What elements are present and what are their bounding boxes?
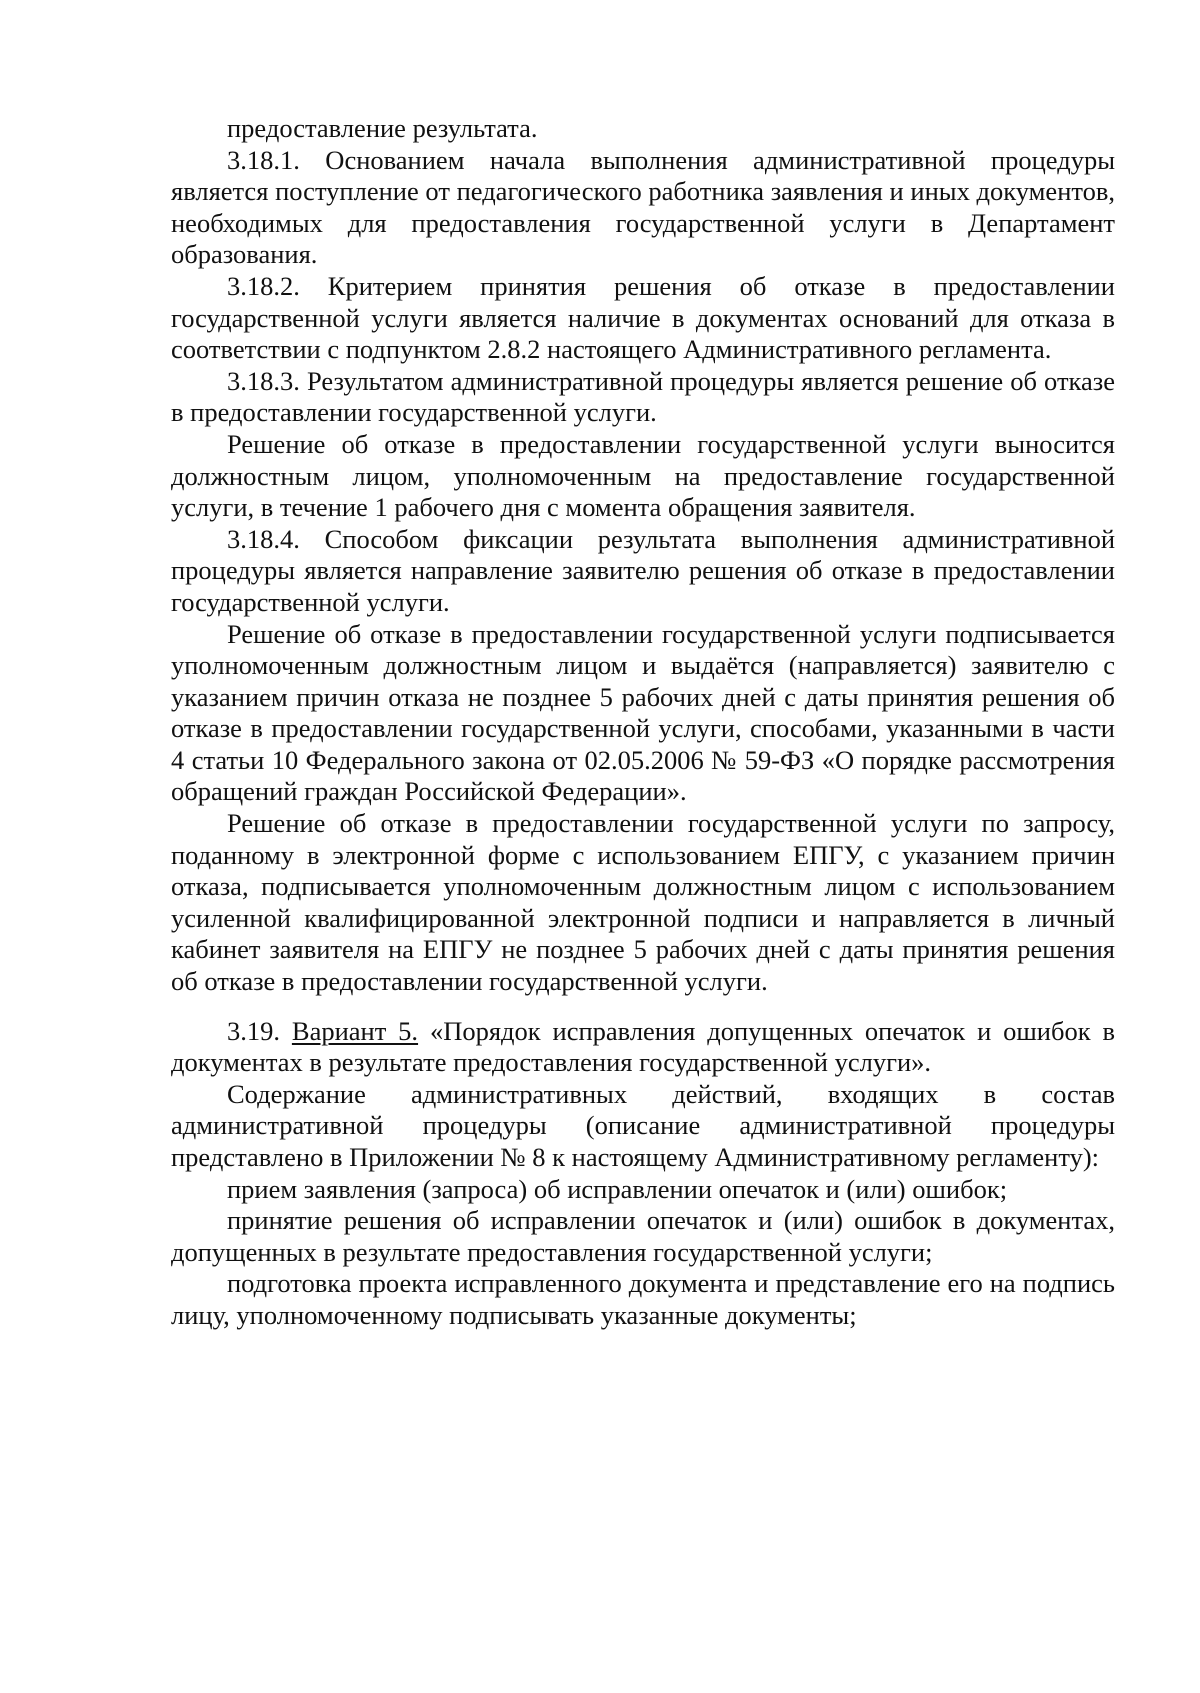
- paragraph-refusal-signing: Решение об отказе в предоставлении государственной услуги подписывается уполномоченным должностным лицом и выдаётся (направляется) заявителю с указанием причин отказа не позднее 5 рабочих дней с даты принятия решения об отказе в предоставлении государственной услуги, способами, указанными в части 4 статьи 10 Федерального закона от 02.05.2006 № 59-ФЗ «О порядке рассмотрения обращений граждан Российской Федерации».: [171, 618, 1115, 807]
- paragraph-procedure-content: Содержание административных действий, входящих в состав административной процедуры (описание административной процедуры представлено в Приложении № 8 к настоящему Административному регламенту):: [171, 1078, 1115, 1172]
- paragraph-3-19: [171, 1016, 1115, 1079]
- variant-title: «Порядок исправления допущенных опечаток и ошибок в документах в результате предоставления государственной услуги».: [171, 1015, 1115, 1078]
- list-item-prepare-corrected-document: подготовка проекта исправленного документа и представление его на подпись лицу, уполномоченному подписывать указанные документы;: [171, 1268, 1115, 1330]
- paragraph-result-continuation: предоставление результата.: [227, 113, 538, 143]
- paragraph-3-18-3: 3.18.3. Результатом административной процедуры является решение об отказе в предоставлении государственной услуги.: [171, 365, 1115, 428]
- variant-label: Вариант 5.: [291, 1015, 419, 1046]
- paragraph-refusal-electronic: Решение об отказе в предоставлении государственной услуги по запросу, поданному в электронной форме с использованием ЕПГУ, с указанием причин отказа, подписывается уполномоченным должностным лицом с использованием усиленной квалифицированной электронной подписи и направляется в личный кабинет заявителя на ЕПГУ не позднее 5 рабочих дней с даты принятия решения об отказе в предоставлении государственной услуги.: [171, 808, 1115, 997]
- list-item-receive-application: прием заявления (запроса) об исправлении опечаток и (или) ошибок;: [227, 1173, 1008, 1204]
- paragraph-3-18-2: 3.18.2. Критерием принятия решения об отказе в предоставлении государственной услуги является наличие в документах оснований для отказа в соответствии с подпунктом 2.8.2 настоящего Административного регламента.: [171, 270, 1115, 365]
- paragraph-3-18-4: 3.18.4. Способом фиксации результата выполнения административной процедуры является направление заявителю решения об отказе в предоставлении государственной услуги.: [171, 523, 1115, 617]
- paragraph-refusal-decision: Решение об отказе в предоставлении государственной услуги выносится должностным лицом, уполномоченным на предоставление государственной услуги, в течение 1 рабочего дня с момента обращения заявителя.: [171, 428, 1115, 523]
- document-body: [171, 113, 1115, 1332]
- list-item-correction-decision: принятие решения об исправлении опечаток и (или) ошибок в документах, допущенных в результате предоставления государственной услуги;: [171, 1205, 1115, 1267]
- section-number: 3.19.: [227, 1015, 280, 1046]
- paragraph-3-18-1: 3.18.1. Основанием начала выполнения административной процедуры является поступление от педагогического работника заявления и иных документов, необходимых для предоставления государственной услуги в Департамент образования.: [171, 144, 1115, 270]
